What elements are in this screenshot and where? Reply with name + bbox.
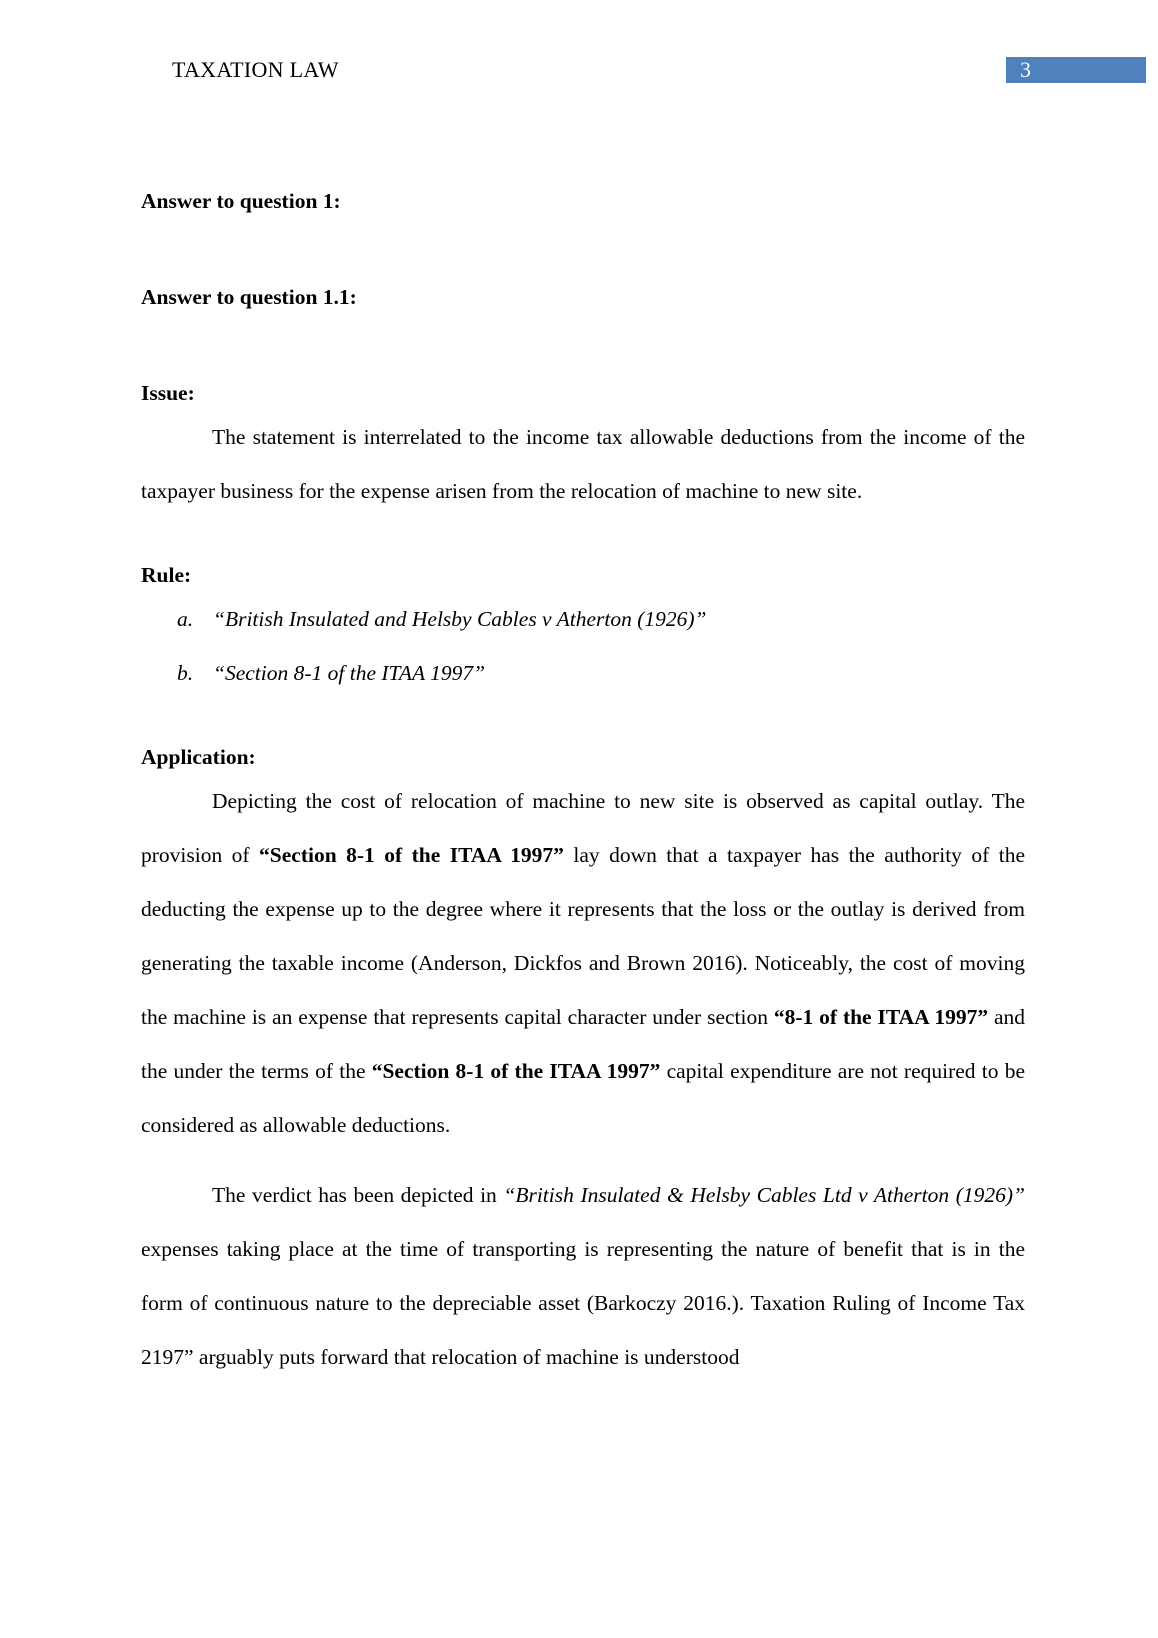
issue-paragraph: The statement is interrelated to the income tax allowable deductions from the income of the taxpayer business for the expense arisen from the relocation of machine to new site. — [141, 425, 1025, 503]
bold-citation: “8-1 of the ITAA 1997” — [773, 1005, 989, 1029]
rule-text: “Section 8-1 of the ITAA 1997” — [213, 661, 486, 685]
document-body — [141, 184, 1025, 1384]
text-run: Depicting the cost of relocation of machine to new site is observed as capital outlay. The provision of — [141, 789, 1025, 867]
heading-issue: Issue: — [141, 381, 195, 405]
rule-marker: a. — [177, 607, 194, 631]
application-paragraph-1 — [141, 774, 1025, 1152]
page-number-box — [1006, 57, 1146, 83]
heading-rule: Rule: — [141, 563, 192, 587]
bold-citation: “Section 8-1 of the ITAA 1997” — [371, 1059, 661, 1083]
heading-answer-question-1: Answer to question 1: — [141, 189, 341, 213]
rule-item — [141, 646, 1025, 700]
rule-marker: b. — [177, 661, 194, 685]
rule-item — [141, 592, 1025, 646]
page-number: 3 — [1020, 57, 1031, 82]
text-run: capital expenditure are not required to be considered as allowable deductions. — [141, 1059, 1025, 1137]
text-run: The verdict has been depicted in — [212, 1183, 504, 1207]
text-run: and the under the terms of the — [141, 1005, 1025, 1083]
heading-application: Application: — [141, 745, 256, 769]
text-run: expenses taking place at the time of transporting is representing the nature of benefit that is in the form of continuous nature to the depreciable asset (Barkoczy 2016.). Taxation Ruling of Income Tax 2197” arguably puts forward that relocation of machine is understood — [141, 1237, 1025, 1369]
application-paragraph-2 — [141, 1168, 1025, 1384]
header-title: TAXATION LAW — [172, 57, 339, 82]
bold-citation: “Section 8-1 of the ITAA 1997” — [259, 843, 564, 867]
italic-citation: “British Insulated & Helsby Cables Ltd v Atherton (1926)” — [503, 1183, 1025, 1207]
rule-text: “British Insulated and Helsby Cables v Atherton (1926)” — [213, 607, 707, 631]
heading-answer-question-1-1: Answer to question 1.1: — [141, 285, 357, 309]
text-run: lay down that a taxpayer has the authority of the deducting the expense up to the degree where it represents that the loss or the outlay is derived from generating the taxable income (Anderson, Dickfos and Brown 2016). Noticeably, the cost of moving the machine is an expense that represents capital character under section — [141, 843, 1025, 1029]
